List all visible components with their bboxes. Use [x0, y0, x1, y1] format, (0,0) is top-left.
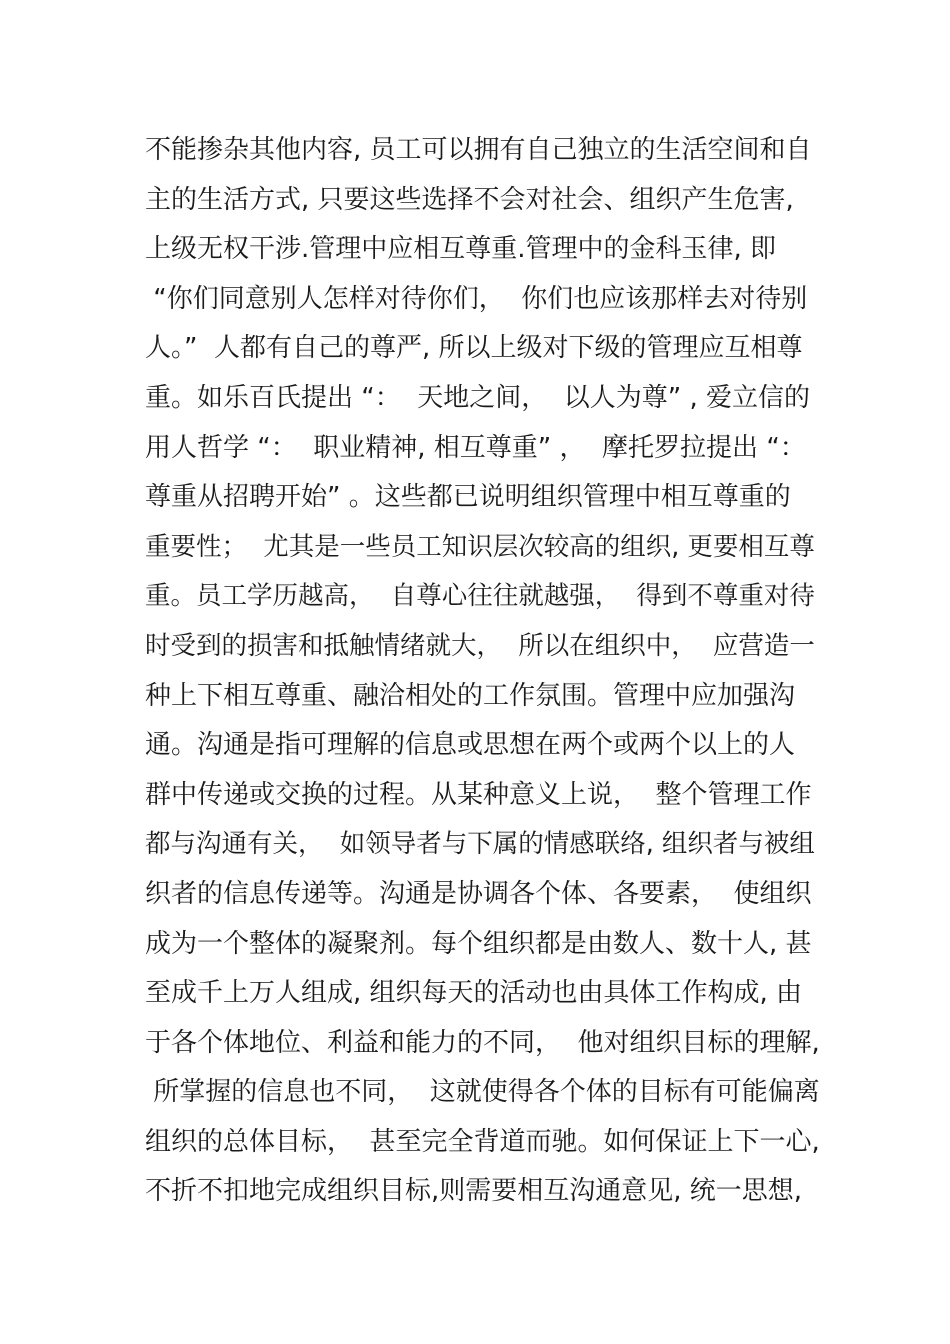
text-line: 织者的信息传递等。沟通是协调各个体、各要素， 使组织 — [145, 878, 812, 909]
text-line: 于各个体地位、利益和能力的不同， 他对组织目标的理解, — [145, 1027, 820, 1058]
text-line: 群中传递或交换的过程。从某种意义上说， 整个管理工作 — [145, 779, 812, 810]
body-text — [145, 126, 825, 1217]
text-line: 通。沟通是指可理解的信息或思想在两个或两个以上的人 — [145, 730, 796, 761]
text-line: 时受到的损害和抵触情绪就大， 所以在组织中， 应营造一 — [145, 630, 815, 661]
text-line: 主的生活方式, 只要这些选择不会对社会、组织产生危害, — [145, 184, 794, 215]
text-line: 重要性； 尤其是一些员工知识层次较高的组织, 更要相互尊 — [145, 531, 815, 562]
text-line: 用人哲学 “： 职业精神, 相互尊重” ， 摩托罗拉提出 “： — [145, 432, 806, 463]
text-line: 人。” 人都有自己的尊严, 所以上级对下级的管理应互相尊 — [145, 333, 803, 364]
text-line: 种上下相互尊重、融洽相处的工作氛围。管理中应加强沟 — [145, 680, 796, 711]
text-line: 尊重从招聘开始” 。这些都已说明组织管理中相互尊重的 — [145, 482, 791, 513]
text-line: 所掌握的信息也不同， 这就使得各个体的目标有可能偏离 — [145, 1077, 820, 1108]
text-line: 重。如乐百氏提出 “： 天地之间， 以人为尊” , 爱立信的 — [145, 382, 811, 413]
text-line: 不能掺杂其他内容, 员工可以拥有自己独立的生活空间和自 — [145, 135, 812, 165]
text-line: 不折不扣地完成组织目标,则需要相互沟通意见, 统一思想, — [145, 1176, 803, 1207]
text-line: 组织的总体目标， 甚至完全背道而驰。如何保证上下一心, — [145, 1126, 820, 1157]
text-line: 都与沟通有关， 如领导者与下属的情感联络, 组织者与被组 — [145, 829, 815, 860]
text-line: “你们同意别人怎样对待你们， 你们也应该那样去对待别 — [145, 283, 808, 314]
text-line: 成为一个整体的凝聚剂。每个组织都是由数人、数十人, 甚 — [145, 928, 812, 959]
text-line: 重。员工学历越高， 自尊心往往就越强， 得到不尊重对待 — [145, 581, 815, 612]
text-line: 至成千上万人组成, 组织每天的活动也由具体工作构成, 由 — [145, 978, 803, 1009]
text-line: 上级无权干涉.管理中应相互尊重.管理中的金科玉律, 即 — [145, 234, 777, 265]
